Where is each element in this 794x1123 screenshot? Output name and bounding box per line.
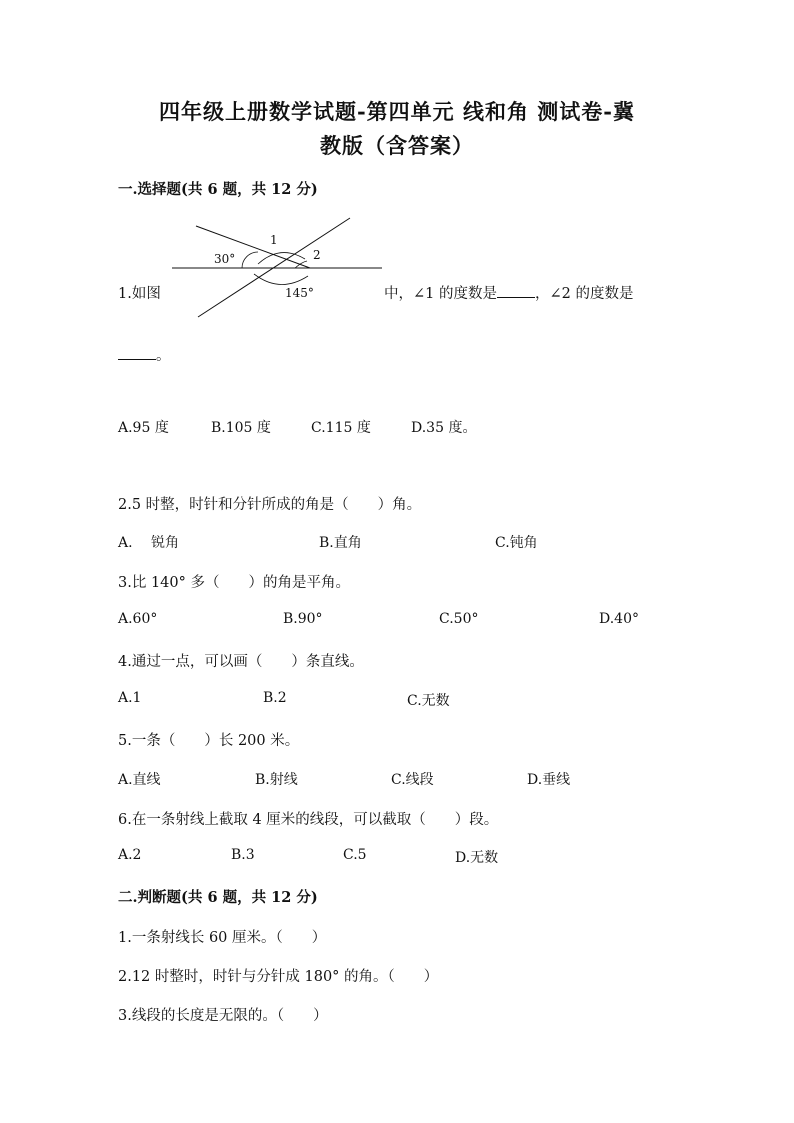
section-heading-choice: 一.选择题(共 6 题，共 12 分)	[118, 181, 318, 198]
q1-text-line	[384, 282, 633, 303]
q5-option-c: C.线段	[391, 772, 434, 788]
q5-text: 5.一条（ ）长 200 米。	[118, 733, 300, 749]
q3-option-d: D.40°	[599, 611, 639, 627]
q4-option-c: C.无数	[407, 693, 450, 709]
judgement-item-1: 1.一条射线长 60 厘米。（ ）	[118, 930, 327, 946]
q1-end: 。	[156, 348, 171, 364]
q2-option-a: A. 锐角	[118, 535, 180, 551]
q1-prefix: 1.如图	[118, 286, 161, 302]
q3-option-c: C.50°	[439, 611, 479, 627]
q5-option-a: A.直线	[118, 772, 161, 788]
q4-text: 4.通过一点，可以画（ ）条直线。	[118, 654, 364, 670]
q2-option-c: C.钝角	[495, 535, 538, 551]
q1-option-a: A.95 度	[118, 420, 169, 436]
q2-text: 2.5 时整，时针和分针所成的角是（ ）角。	[118, 497, 422, 513]
answer-blank-2[interactable]	[118, 345, 156, 360]
answer-blank-1[interactable]	[497, 283, 535, 298]
label-1: 1	[270, 233, 278, 247]
q3-text: 3.比 140° 多（ ）的角是平角。	[118, 575, 350, 591]
section-heading-judgement: 二.判断题(共 6 题，共 12 分)	[118, 889, 318, 906]
q1-option-b: B.105 度	[211, 420, 271, 436]
q5-option-d: D.垂线	[527, 772, 571, 788]
q5-option-b: B.射线	[255, 772, 298, 788]
q6-text: 6.在一条射线上截取 4 厘米的线段，可以截取（ ）段。	[118, 812, 499, 828]
q4-option-b: B.2	[263, 690, 287, 706]
q4-option-a: A.1	[118, 690, 142, 706]
q1-option-c: C.115 度	[311, 420, 371, 436]
q6-option-d: D.无数	[455, 850, 499, 866]
q1-option-d: D.35 度。	[411, 420, 477, 436]
q3-option-a: A.60°	[118, 611, 158, 627]
arc-30	[242, 252, 258, 268]
q2-option-b: B.直角	[319, 535, 362, 551]
q3-option-b: B.90°	[283, 611, 323, 627]
document-title-line1: 四年级上册数学试题-第四单元 线和角 测试卷-冀	[158, 99, 636, 124]
q6-option-b: B.3	[231, 847, 255, 863]
q6-option-c: C.5	[343, 847, 367, 863]
q1-middle: 中，∠1 的度数是	[384, 286, 497, 302]
q1-text-line2	[118, 344, 171, 365]
label-145: 145°	[285, 286, 314, 300]
document-title-line2: 教版（含答案）	[320, 133, 474, 158]
label-30: 30°	[214, 252, 236, 266]
judgement-item-3: 3.线段的长度是无限的。（ ）	[118, 1008, 328, 1024]
q1-middle2: ，∠2 的度数是	[534, 286, 634, 302]
label-2: 2	[313, 248, 321, 262]
q6-option-a: A.2	[118, 847, 142, 863]
angle-figure	[170, 216, 385, 321]
judgement-item-2: 2.12 时整时，时针与分针成 180° 的角。（ ）	[118, 969, 439, 985]
